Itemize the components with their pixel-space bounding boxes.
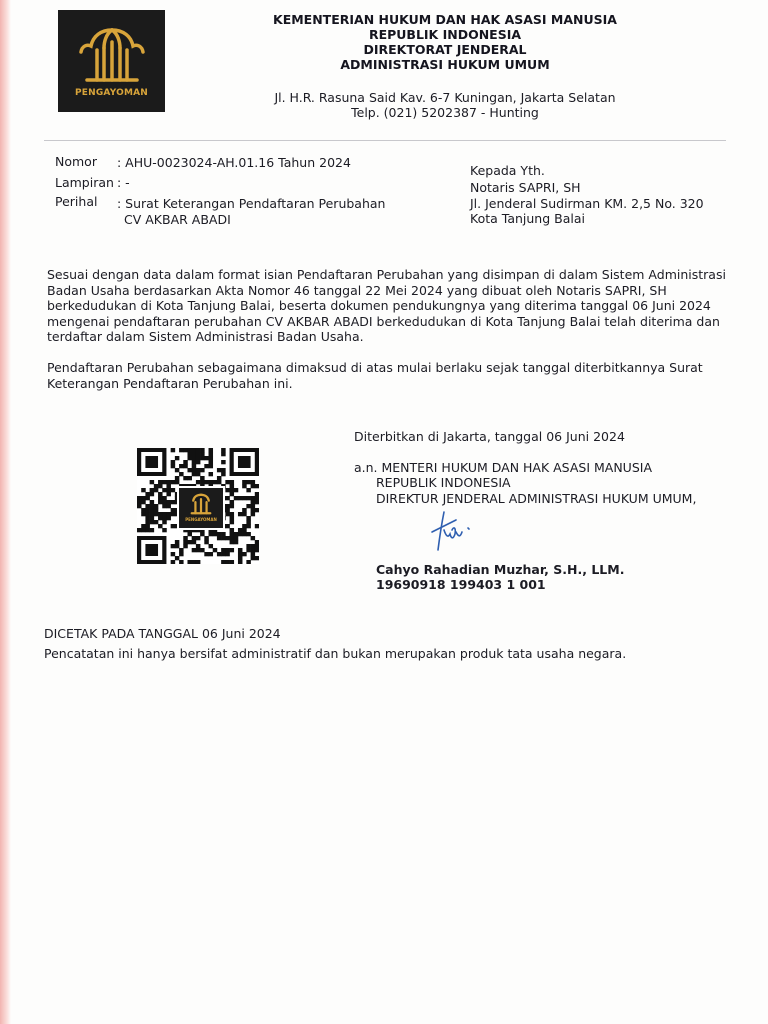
header-division: ADMINISTRASI HUKUM UMUM	[340, 57, 550, 72]
paragraph-line: Badan Usaha berdasarkan Akta Nomor 46 tanggal 22 Mei 2024 yang dibuat oleh Notaris SAPRI, SH	[47, 282, 667, 298]
recipient-name: Notaris SAPRI, SH	[470, 180, 581, 195]
logo-caption: PENGAYOMAN	[74, 88, 149, 98]
perihal-value-line2: CV AKBAR ABADI	[124, 212, 231, 227]
recipient-city: Kota Tanjung Balai	[470, 211, 585, 226]
nomor-value: : AHU-0023024-AH.01.16 Tahun 2024	[117, 155, 351, 170]
ministry-logo	[58, 10, 165, 112]
pengayoman-tree-icon	[188, 492, 214, 516]
header-address: Jl. H.R. Rasuna Said Kav. 6-7 Kuningan, Jakarta Selatan	[274, 90, 616, 105]
body-paragraph-2	[47, 360, 715, 391]
perihal-value-line1: : Surat Keterangan Pendaftaran Perubahan	[117, 196, 386, 211]
qr-center-logo	[177, 486, 225, 530]
signatory-country: REPUBLIK INDONESIA	[376, 475, 511, 490]
perihal-label: Perihal	[55, 194, 98, 209]
scan-edge	[0, 0, 11, 1024]
body-paragraph-1	[47, 267, 726, 345]
header-ministry: KEMENTERIAN HUKUM DAN HAK ASASI MANUSIA	[273, 12, 617, 27]
nomor-label: Nomor	[55, 154, 97, 169]
header-country: REPUBLIK INDONESIA	[368, 27, 522, 42]
header-divider	[44, 140, 726, 141]
header-directorate: DIREKTORAT JENDERAL	[363, 42, 527, 57]
recipient-street: Jl. Jenderal Sudirman KM. 2,5 No. 320	[470, 196, 704, 211]
pengayoman-tree-icon	[77, 24, 147, 86]
lampiran-label: Lampiran	[55, 175, 114, 190]
signatory-nip: 19690918 199403 1 001	[376, 577, 546, 592]
signatory-name: Cahyo Rahadian Muzhar, S.H., LLM.	[376, 562, 625, 577]
paragraph-line: Sesuai dengan data dalam format isian Pendaftaran Perubahan yang disimpan di dalam Sistem Administrasi	[47, 267, 726, 282]
printed-date: DICETAK PADA TANGGAL 06 Juni 2024	[44, 626, 281, 641]
signature-icon	[430, 508, 480, 558]
on-behalf-of: a.n. MENTERI HUKUM DAN HAK ASASI MANUSIA	[354, 460, 653, 475]
paragraph-line: mengenai pendaftaran perubahan CV AKBAR ABADI berkedudukan di Kota Tanjung Balai telah diterima dan	[47, 313, 720, 329]
header-phone: Telp. (021) 5202387 - Hunting	[351, 105, 539, 120]
verification-qr-code[interactable]	[137, 448, 259, 564]
handwritten-signature	[430, 508, 480, 562]
paragraph-line: Pendaftaran Perubahan sebagaimana dimaksud di atas mulai berlaku sejak tanggal diterbitkannya Surat	[47, 360, 703, 375]
disclaimer: Pencatatan ini hanya bersifat administratif dan bukan merupakan produk tata usaha negara.	[44, 646, 627, 661]
paragraph-line: Keterangan Pendaftaran Perubahan ini.	[47, 375, 293, 391]
paragraph-line: terdaftar dalam Sistem Administrasi Badan Usaha.	[47, 329, 364, 344]
qr-logo-caption: PENGAYOMAN	[185, 517, 217, 522]
paragraph-line: berkedudukan di Kota Tanjung Balai, beserta dokumen pendukungnya yang diterima tanggal 06 Juni 2024	[47, 298, 711, 313]
lampiran-value: : -	[117, 175, 130, 190]
issued-place-date: Diterbitkan di Jakarta, tanggal 06 Juni 2024	[354, 429, 625, 444]
signatory-position: DIREKTUR JENDERAL ADMINISTRASI HUKUM UMUM,	[376, 491, 697, 506]
recipient-greeting: Kepada Yth.	[470, 163, 545, 178]
